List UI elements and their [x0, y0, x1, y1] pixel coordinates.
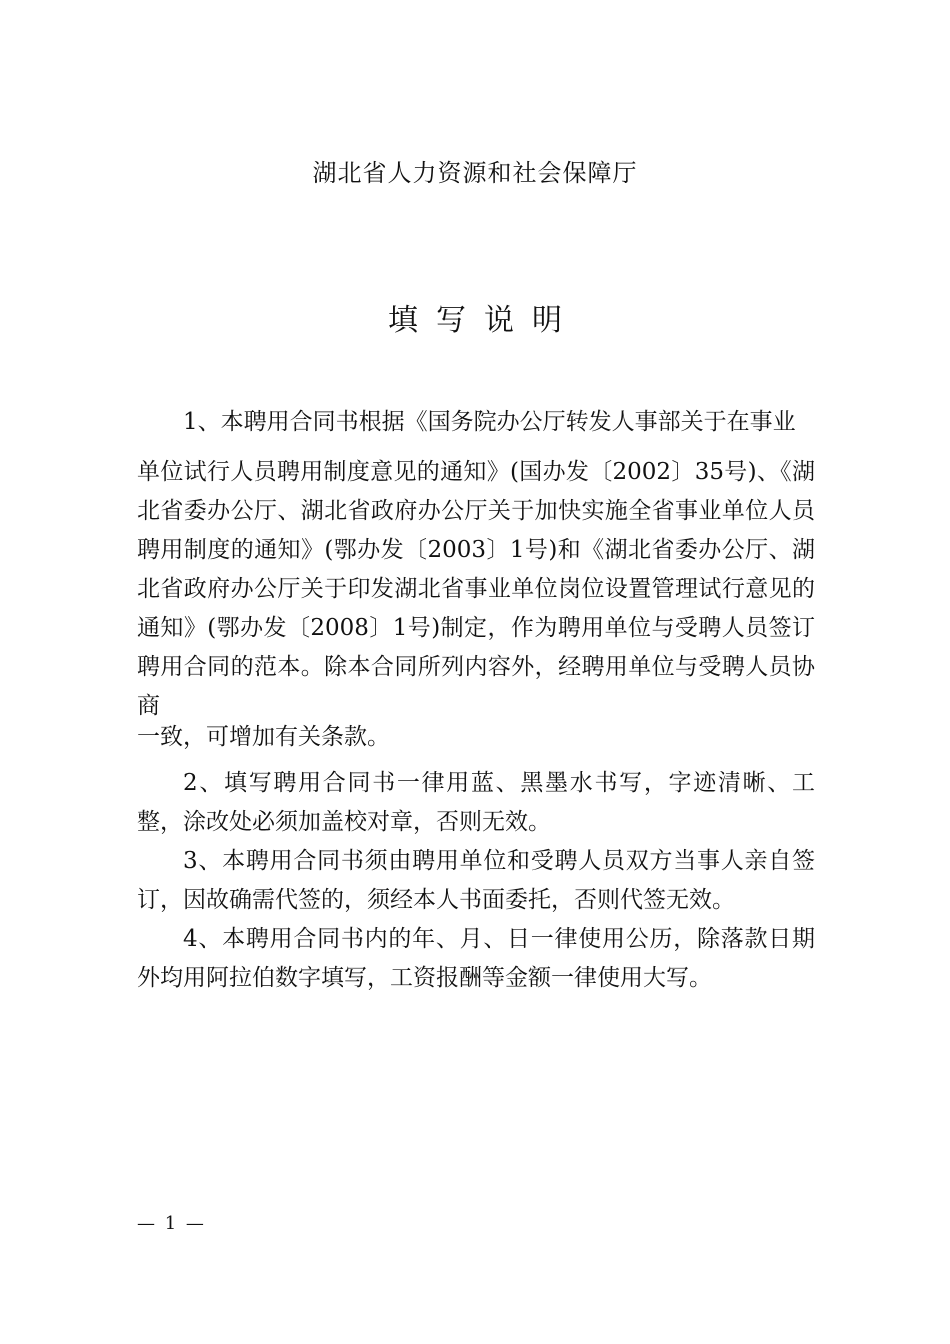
instruction-paragraph-3: 3、本聘用合同书须由聘用单位和受聘人员双方当事人亲自签订，因故确需代签的，须经本人书面委托，否则代签无效。 [137, 848, 815, 913]
page-number: — 1 — [137, 1213, 206, 1234]
instruction-paragraph-4: 4、本聘用合同书内的年、月、日一律使用公历，除落款日期外均用阿拉伯数字填写，工资报酬等金额一律使用大写。 [137, 926, 815, 991]
paragraph-1-first-line: 1、本聘用合同书根据《国务院办公厅转发人事部关于在事业 [183, 409, 796, 435]
instructions-body [137, 402, 815, 998]
paragraph-1-tail: 一致，可增加有关条款。 [137, 724, 390, 750]
paragraph-1-body: 单位试行人员聘用制度意见的通知》(国办发〔2002〕35号)、《湖北省委办公厅、湖北省政府办公厅关于加快实施全省事业单位人员聘用制度的通知》(鄂办发〔2003〕1号)和《湖北省委办公厅、湖北省政府办公厅关于印发湖北省事业单位岗位设置管理试行意见的通知》(鄂办发〔2008〕1号)制定，作为聘用单位与受聘人员签订聘用合同的范本。除本合同所列内容外，经聘用单位与受聘人员协商 [137, 459, 815, 719]
issuing-organization: 湖北省人力资源和社会保障厅 [312, 159, 638, 187]
document-title: 填写说明 [388, 303, 580, 338]
instruction-paragraph-2: 2、填写聘用合同书一律用蓝、黑墨水书写，字迹清晰、工整，涂改处必须加盖校对章，否则无效。 [137, 770, 815, 835]
instruction-paragraph-1 [137, 402, 815, 750]
